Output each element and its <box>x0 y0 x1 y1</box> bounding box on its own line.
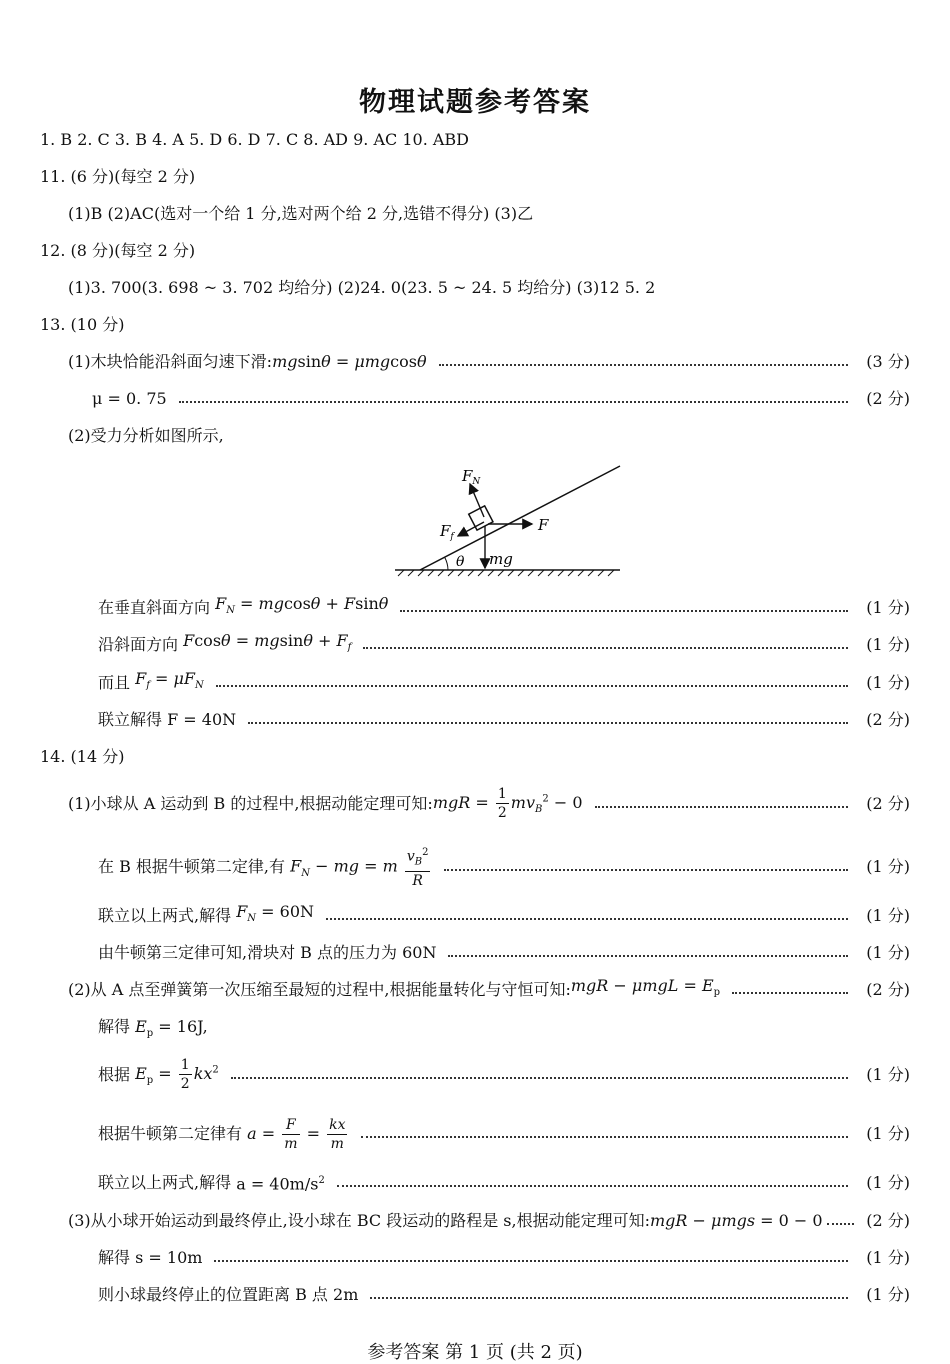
q14-a-row <box>98 1170 910 1196</box>
q14-final-row <box>98 1282 910 1308</box>
q14-p1-row <box>68 785 910 821</box>
q14-b-formula: $F_N$ − mg = m $\frac{v_B^2}{R}$ <box>290 844 432 890</box>
q14-s-value: s = 10m <box>135 1248 203 1267</box>
q14-s-row <box>98 1245 910 1271</box>
q14-ep-value: = 16J, <box>158 1017 208 1036</box>
score: (1 分) <box>866 1173 910 1192</box>
score: (1 分) <box>866 857 910 876</box>
q14-final: 则小球最终停止的位置距离 B 点 2m <box>98 1285 359 1304</box>
f-label: F <box>538 516 549 534</box>
dot-leader <box>595 806 849 808</box>
q14-fn-formula: $F_N = 60N$ <box>236 902 314 925</box>
theta-label: θ <box>456 554 465 570</box>
mc-answers: 1. B 2. C 3. B 4. A 5. D 6. D 7. C 8. AD 9. AC 10. ABD <box>40 130 469 149</box>
incline-line <box>420 466 620 570</box>
dot-leader <box>363 647 848 649</box>
score: (1 分) <box>866 673 910 692</box>
dot-leader <box>248 722 848 724</box>
score: (3 分) <box>866 352 910 371</box>
q14-p2-label: (2)从 A 点至弹簧第一次压缩至最短的过程中,根据能量转化与守恒可知: <box>68 980 571 999</box>
dot-leader <box>732 992 848 994</box>
q14-third-law: 由牛顿第三定律可知,滑块对 B 点的压力为 60N <box>98 943 437 962</box>
q14-s-label: 解得 <box>98 1248 131 1267</box>
q11-answer: (1)B (2)AC(选对一个给 1 分,选对两个给 2 分,选错不得分) (3)乙 <box>68 204 534 223</box>
q12-answer: (1)3. 700(3. 698 ~ 3. 702 均给分) (2)24. 0(23. 5 ~ 24. 5 均给分) (3)12 5. 2 <box>68 278 656 297</box>
score: (1 分) <box>866 1285 910 1304</box>
q13-mu-row <box>92 386 910 412</box>
score: (1 分) <box>866 1124 910 1143</box>
theta-arc <box>445 558 448 571</box>
score: (1 分) <box>866 598 910 617</box>
dot-leader <box>231 1077 848 1079</box>
dot-leader <box>439 364 848 366</box>
dot-leader <box>337 1185 848 1187</box>
q14-newton-label: 根据牛顿第二定律有 <box>98 1124 243 1143</box>
score: (1 分) <box>866 635 910 654</box>
q13-p2-label: (2)受力分析如图所示, <box>68 426 224 445</box>
ff-label: $F_f$ <box>440 522 454 542</box>
q14-ep-label: 解得 <box>98 1017 131 1036</box>
dot-leader <box>179 401 848 403</box>
fn-label: $F_N$ <box>462 467 481 487</box>
dot-leader <box>326 918 848 920</box>
score: (1 分) <box>866 1248 910 1267</box>
q14-newton-formula: a = $\frac{F}{m}$ = $\frac{kx}{m}$ <box>247 1116 346 1152</box>
dot-leader <box>361 1136 848 1138</box>
score: (2 分) <box>866 980 910 999</box>
q14-ep-row: 解得 $E_p = 16J$, <box>98 1017 208 1040</box>
q13-and-label: 而且 <box>98 673 131 692</box>
q14-ep2-formula: $E_p$ = $\frac{1}{2}$ $kx^2$ <box>135 1056 219 1092</box>
q14-header: 14. (14 分) <box>40 747 125 766</box>
mg-label: mg <box>489 550 513 568</box>
q14-ep2-label: 根据 <box>98 1065 131 1084</box>
score: (1 分) <box>866 906 910 925</box>
q13-mu: μ = 0. 75 <box>92 389 167 408</box>
q13-solve-value: F = 40N <box>167 710 237 729</box>
q14-p1-label: (1)小球从 A 运动到 B 的过程中,根据动能定理可知: <box>68 794 433 813</box>
score: (2 分) <box>866 710 910 729</box>
q14-p1-formula: mgR = $\frac{1}{2}$ $mv_B^2 - 0$ <box>432 785 583 821</box>
q14-newton-row <box>98 1116 910 1152</box>
q11-header: 11. (6 分)(每空 2 分) <box>40 167 196 186</box>
q12-header: 12. (8 分)(每空 2 分) <box>40 241 196 260</box>
q13-perp-formula: $F_N = mgcos\theta + Fsin\theta$ <box>215 594 389 617</box>
q14-third-row <box>98 940 910 966</box>
dot-leader <box>448 955 848 957</box>
q13-solve-row <box>98 707 910 733</box>
q14-b-label: 在 B 根据牛顿第二定律,有 <box>98 857 286 876</box>
dot-leader <box>216 685 848 687</box>
q14-a-label: 联立以上两式,解得 <box>98 1173 232 1192</box>
q13-and-row <box>98 670 910 696</box>
score: (1 分) <box>866 1065 910 1084</box>
page-title: 物理试题参考答案 <box>359 87 591 118</box>
dot-leader <box>827 1223 854 1225</box>
q14-p3-label: (3)从小球开始运动到最终停止,设小球在 BC 段运动的路程是 s,根据动能定理可知: <box>68 1211 650 1230</box>
dot-leader <box>444 869 848 871</box>
q14-fn-row <box>98 903 910 929</box>
score: (2 分) <box>866 794 910 813</box>
force-diagram <box>390 462 625 580</box>
score: (2 分) <box>866 389 910 408</box>
q14-fn-label: 联立以上两式,解得 <box>98 906 232 925</box>
q13-and-formula: $F_f = \mu F_N$ <box>135 669 204 692</box>
ground-hatch <box>398 570 614 576</box>
q13-part1-row <box>68 349 910 375</box>
q14-p3-row <box>68 1208 910 1234</box>
q13-header: 13. (10 分) <box>40 315 125 334</box>
dot-leader <box>214 1260 848 1262</box>
q13-perp-row <box>98 595 910 621</box>
dot-leader <box>400 610 848 612</box>
score: (2 分) <box>866 1211 910 1230</box>
q13-p1-label: (1)木块恰能沿斜面匀速下滑: <box>68 352 273 371</box>
q13-along-row <box>98 632 910 658</box>
q14-ep2-row <box>98 1056 910 1092</box>
q13-along-formula: $Fcos\theta = mgsin\theta + F_f$ <box>183 631 352 654</box>
q13-along-label: 沿斜面方向 <box>98 635 179 654</box>
q14-p2-formula: mgR − $\mu mgL = E_p$ <box>570 976 721 999</box>
score: (1 分) <box>866 943 910 962</box>
dot-leader <box>370 1297 848 1299</box>
q14-a-formula: $a = 40m/s^2$ <box>236 1174 325 1194</box>
q13-perp-label: 在垂直斜面方向 <box>98 598 211 617</box>
q14-p3-formula: mgR − μmgs = 0 − 0 <box>650 1211 823 1230</box>
q14-b-row <box>98 846 910 890</box>
page-footer: 参考答案 第 1 页 (共 2 页) <box>367 1342 583 1363</box>
q13-p1-formula: mgsinθ = μmgcosθ <box>272 352 427 371</box>
q13-solve-label: 联立解得 <box>98 710 163 729</box>
q14-p2-row <box>68 977 910 1003</box>
